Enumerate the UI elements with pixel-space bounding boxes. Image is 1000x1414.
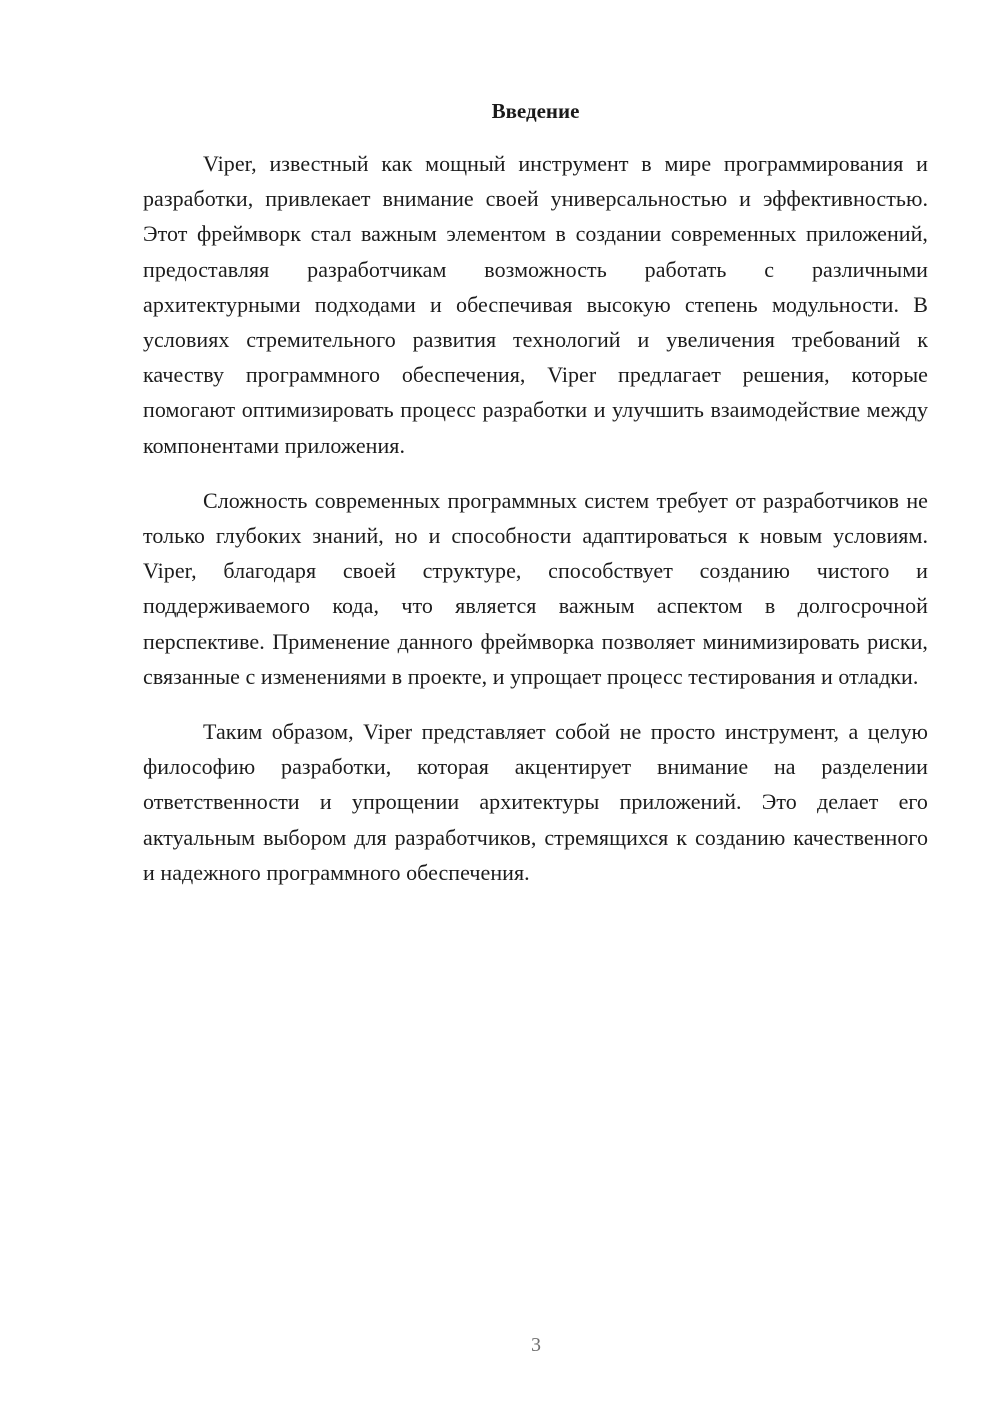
section-title: Введение: [491, 99, 580, 123]
paragraph-3: Таким образом, Viper представляет собой не просто инструмент, а целую философию разработки, которая акцентирует внимание на разделении ответственности и упрощении архитектуры приложений. Это делает его актуальным выбором для разработчиков, стремящихся к созданию качественного и надежного программного обеспечения.: [143, 719, 928, 885]
page-content: [143, 96, 928, 910]
paragraph-2: Сложность современных программных систем требует от разработчиков не только глубоких знаний, но и способности адаптироваться к новым условиям. Viper, благодаря своей структуре, способствует созданию чистого и поддерживаемого кода, что является важным аспектом в долгосрочной перспективе. Применение данного фреймворка позволяет минимизировать риски, связанные с изменениями в проекте, и упрощает процесс тестирования и отладки.: [143, 487, 928, 689]
paragraph-1: Viper, известный как мощный инструмент в мире программирования и разработки, привлекает внимание своей универсальностью и эффективностью. Этот фреймворк стал важным элементом в создании современных приложений, предоставляя разработчикам возможность работать с различными архитектурными подходами и обеспечивая высокую степень модульности. В условиях стремительного развития технологий и увеличения требований к качеству программного обеспечения, Viper предлагает решения, которые помогают оптимизировать процесс разработки и улучшить взаимодействие между компонентами приложения.: [143, 151, 928, 458]
page-number: 3: [531, 1334, 541, 1356]
